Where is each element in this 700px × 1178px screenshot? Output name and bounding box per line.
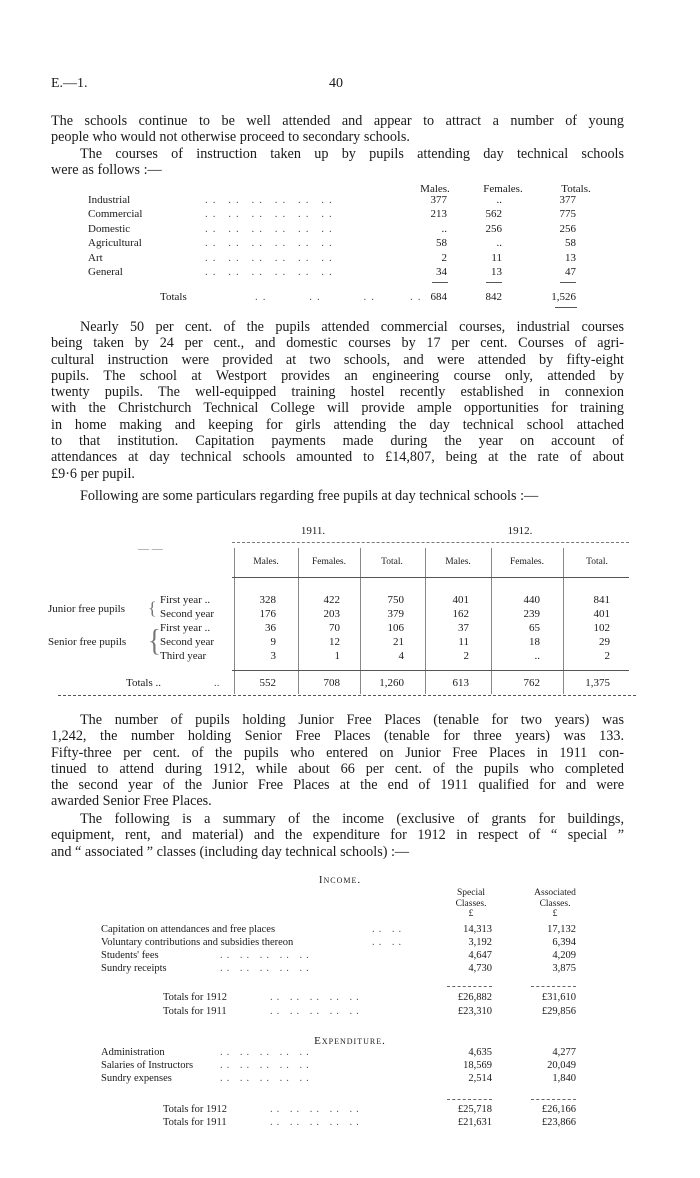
paragraph-5: The number of pupils holding Junior Free Places (tenable for two years) was 1,242, the number holding Senior Free Places (tenable for three years) was 133. Fifty-three per cent. of the pupils who entered on Junior Free Places in 1911 con- tinued to attend during 1912, while about 66 per cent. of the pupils who completed the second year of the Junior Free Places at the end of 1911 qualified for and were awarded Senior Free Places. bbox=[51, 712, 624, 810]
totals-value: 613 bbox=[452, 677, 469, 689]
finance-associated: 4,277 bbox=[552, 1047, 576, 1058]
cell-value: 102 bbox=[593, 622, 610, 634]
cell-value: 239 bbox=[523, 608, 540, 620]
leader-dots: .. .. .. .. .. .. bbox=[205, 194, 337, 206]
course-label: Commercial bbox=[88, 208, 143, 221]
cell-value: 3 bbox=[270, 650, 276, 662]
leader-dots: .. .. .. .. .. bbox=[270, 1104, 363, 1115]
cell-value: 37 bbox=[458, 622, 469, 634]
leader-dots: .. .. .. .. .. bbox=[220, 950, 313, 961]
course-females: .. bbox=[496, 194, 502, 206]
finance-row-label: Totals for 1911 bbox=[163, 1006, 227, 1017]
course-males: 2 bbox=[441, 251, 447, 264]
finance-special: 3,192 bbox=[468, 937, 492, 948]
cell-value: 162 bbox=[452, 608, 469, 620]
row-label: First year .. bbox=[160, 594, 211, 606]
paragraph-4: Following are some particulars regarding free pupils at day technical schools :— bbox=[80, 488, 539, 504]
cell-value: 203 bbox=[323, 608, 340, 620]
courses-totals-totals: 1,526 bbox=[551, 291, 576, 303]
totals-value: 1,260 bbox=[379, 677, 404, 689]
cell-value: 18 bbox=[529, 636, 540, 648]
course-label: Domestic bbox=[88, 222, 131, 235]
finance-special: £21,631 bbox=[457, 1117, 492, 1128]
finance-associated: 17,132 bbox=[547, 924, 576, 935]
course-totals: 13 bbox=[565, 251, 576, 264]
course-totals: 377 bbox=[559, 194, 576, 206]
finance-row-label: Students' fees bbox=[101, 950, 159, 961]
col-associated-classes: Associated Classes. £ bbox=[534, 888, 576, 919]
row-label: First year .. bbox=[160, 622, 211, 634]
cell-value: .. bbox=[534, 650, 540, 662]
finance-special: £26,882 bbox=[457, 992, 492, 1003]
finance-associated: 6,394 bbox=[552, 937, 576, 948]
cell-value: 401 bbox=[452, 594, 469, 606]
leader-dots: .. bbox=[214, 677, 220, 689]
course-label: Art bbox=[88, 251, 103, 264]
totals-label: Totals .. bbox=[126, 677, 161, 689]
page-number: 40 bbox=[329, 76, 343, 91]
paragraph-2: The courses of instruction taken up by pupils attending day technical schools were as follows :— bbox=[51, 146, 624, 179]
document-page: E.—1. 40 The schools continue to be well attended and appear to attract a number of young people who would not otherwise proceed to secondary schools. The courses of instruction taken up by pupils attending day technical schools were as follows :— Males. Females. Totals. Industrial .. .. .. .. .. .. 377 .. 377 Commercial .. .. .. .. .. .. 213 562 775 Domestic .. .. .. .. .. .. .. 256 256 Agricultural .. .. .. .. .. .. 58 .. 58 Art .. .. .. .. .. .. 2 11 13 General .. .. .. .. .. .. 34 13 47 Totals .. .. .. .. 684 842 1,526 Nearly 50 per cent. of the pupils attended commercial courses, industrial courses being taken by 24 per cent., and domestic courses by 17 per cent. Courses of agri- cultural instruction were provided at two schools, and were attended by fifty-eight pupils. The school at Westport provides an engineering course only, attended by twenty pupils. The well-equipped training hostel recently established in connexion with the Christchurch Technical College will provide ample opportunities for training in home making and keeping for girls attending the day technical school attached to that institution. Capitation payments made during the year on account of attendances at day technical schools amounted to £14,807, being at the rate of about £9·6 per pupil. Following are some particulars regarding free pupils at day technical schools :— 1911. 1912. — — Males. Females. Total. Males. Females. Total. Junior free pupils First year .. 328 422 750 401 440 841 Second year 176 203 379 162 239 401 Senior free pupils First year .. 36 70 106 37 65 102 Second year 9 12 21 11 18 29 Third year 3 1 4 2 .. 2 { { Totals .. .. 552 708 1,260 613 762 1,375 The number of pupils holding Junior Free Places (tenable for two years) was 1,242, the number holding Senior Free Places (tenable for three years) was 133. Fifty-three per cent. of the pupils who entered on Junior Free Places in 1911 con- tinued to attend during 1912, while about 66 per cent. of the pupils who completed the second year of the Junior Free Places at the end of 1911 qualified for and were awarded Senior Free Places. The following is a summary of the income (exclusive of grants for buildings, equipment, rent, and material) and the expenditure for 1912 in respect of “ special ” and “ associated ” classes (including day technical schools) :— Income. Special Classes. £ Associated Classes. £ Capitation on attendances and free places .. .. 14,313 17,132 Voluntary contributions and subsidies thereon .. .. 3,192 6,394 Students' fees .. .. .. .. .. 4,647 4,209 Sundry receipts .. .. .. .. .. 4,730 3,875 Totals for 1912 .. .. .. .. .. £26,882 £31,610 Totals for 1911 .. .. .. .. .. £23,310 £29,856 Administration .. .. .. .. .. 4,635 4,277 Salaries of Instructors .. .. .. .. .. 18,569 20,049 Sundry expenses .. .. .. .. .. 2,514 1,840 Totals for 1912 .. .. .. .. .. £25,718 £26,166 Totals for 1911 .. .. .. .. .. £21,631 £23,866 Expenditure. bbox=[0, 0, 700, 1178]
leader-dots: .. .. bbox=[372, 924, 406, 935]
cell-value: 12 bbox=[329, 636, 340, 648]
cell-value: 401 bbox=[593, 608, 610, 620]
col-header-females: Females. bbox=[483, 183, 523, 195]
cell-value: 2 bbox=[604, 650, 610, 662]
course-totals: 775 bbox=[559, 208, 576, 221]
totals-value: 762 bbox=[523, 677, 540, 689]
finance-special: 18,569 bbox=[463, 1060, 492, 1071]
finance-row-label: Administration bbox=[101, 1047, 165, 1058]
leader-dots: .. .. .. .. .. bbox=[270, 1117, 363, 1128]
courses-totals-label: Totals bbox=[160, 291, 187, 303]
finance-row-label: Sundry expenses bbox=[101, 1073, 172, 1084]
paragraph-3: Nearly 50 per cent. of the pupils attended commercial courses, industrial courses being taken by 24 per cent., and domestic courses by 17 per cent. Courses of agri- cultural instruction were provided at two schools, and were attended by fifty-eight pupils. The school at Westport provides an engineering course only, attended by twenty pupils. The well-equipped training hostel recently established in connexion with the Christchurch Technical College will provide ample opportunities for training in home making and keeping for girls attending the day technical school attached to that institution. Capitation payments made during the year on account of attendances at day technical schools amounted to £14,807, being at the rate of about £9·6 per pupil. bbox=[51, 319, 624, 482]
col-header: Males. bbox=[445, 557, 471, 567]
cell-value: 9 bbox=[270, 636, 276, 648]
cell-value: 176 bbox=[259, 608, 276, 620]
leader-dots: .. .. .. .. .. bbox=[220, 963, 313, 974]
leader-dots: .. .. .. .. .. .. bbox=[205, 266, 337, 278]
cell-value: 422 bbox=[323, 594, 340, 606]
finance-row-label: Totals for 1912 bbox=[163, 992, 228, 1003]
courses-totals-females: 842 bbox=[485, 291, 502, 303]
cell-value: 11 bbox=[458, 636, 469, 648]
totals-value: 708 bbox=[323, 677, 340, 689]
row-label: Third year bbox=[160, 650, 207, 662]
leader-dots: .. .. .. .. .. .. bbox=[205, 208, 337, 221]
year-1911: 1911. bbox=[300, 525, 326, 537]
finance-special: 4,647 bbox=[468, 950, 492, 961]
course-label: Industrial bbox=[88, 194, 131, 206]
cell-value: 2 bbox=[463, 650, 469, 662]
finance-associated: 4,209 bbox=[552, 950, 576, 961]
finance-row-label: Voluntary contributions and subsidies thereon bbox=[101, 937, 294, 948]
finance-row-label: Totals for 1911 bbox=[163, 1117, 227, 1128]
cell-value: 328 bbox=[259, 594, 276, 606]
course-totals: 47 bbox=[565, 266, 576, 278]
expenditure-title: Expenditure. bbox=[314, 1035, 386, 1047]
cell-value: 21 bbox=[393, 636, 404, 648]
cell-value: 1 bbox=[334, 650, 340, 662]
finance-associated: 1,840 bbox=[552, 1073, 576, 1084]
leader-dots: .. .. .. .. .. bbox=[270, 1006, 363, 1017]
col-header: Males. bbox=[253, 557, 279, 567]
row-label: Second year bbox=[160, 608, 215, 620]
finance-associated: £26,166 bbox=[541, 1104, 576, 1115]
course-females: 11 bbox=[491, 251, 502, 264]
course-label: General bbox=[88, 266, 123, 278]
row-label: Second year bbox=[160, 636, 215, 648]
paragraph-1: The schools continue to be well attended and appear to attract a number of young people who would not otherwise proceed to secondary schools. bbox=[51, 113, 624, 146]
course-males: 213 bbox=[430, 208, 447, 221]
finance-row-label: Totals for 1912 bbox=[163, 1104, 228, 1115]
finance-special: 14,313 bbox=[463, 924, 492, 935]
course-females: 13 bbox=[491, 266, 502, 278]
course-label: Agricultural bbox=[88, 237, 142, 250]
course-females: 562 bbox=[485, 208, 502, 221]
finance-associated: 3,875 bbox=[552, 963, 576, 974]
col-header: Females. bbox=[311, 557, 347, 567]
totals-value: 1,375 bbox=[585, 677, 610, 689]
leader-dots: .. .. .. .. .. bbox=[220, 1047, 313, 1058]
course-females: .. bbox=[496, 237, 502, 250]
col-header: Females. bbox=[509, 557, 545, 567]
finance-row-label: Sundry receipts bbox=[101, 963, 167, 974]
finance-special: £25,718 bbox=[457, 1104, 492, 1115]
totals-value: 552 bbox=[259, 677, 276, 689]
cell-value: 70 bbox=[329, 622, 340, 634]
cell-value: 440 bbox=[523, 594, 540, 606]
leader-dots: .. .. .. .. .. bbox=[220, 1060, 313, 1071]
finance-associated: £31,610 bbox=[541, 992, 576, 1003]
finance-special: 2,514 bbox=[468, 1073, 492, 1084]
course-males: 377 bbox=[430, 194, 447, 206]
paragraph-6: The following is a summary of the income (exclusive of grants for buildings, equipment, rent, and material) and the expenditure for 1912 in respect of “ special ” and “ associated ” classes (including day technical schools) :— bbox=[51, 811, 624, 860]
cell-value: 65 bbox=[529, 622, 540, 634]
income-title: Income. bbox=[318, 874, 362, 886]
finance-special: 4,635 bbox=[468, 1047, 492, 1058]
finance-special: £23,310 bbox=[457, 1006, 492, 1017]
course-males: .. bbox=[441, 222, 447, 235]
group-label: Junior free pupils bbox=[48, 603, 125, 615]
group-label: Senior free pupils bbox=[48, 636, 127, 648]
course-males: 34 bbox=[436, 266, 447, 278]
col-special-classes: Special Classes. £ bbox=[455, 888, 487, 919]
finance-associated: £23,866 bbox=[541, 1117, 576, 1128]
cell-value: 29 bbox=[599, 636, 610, 648]
cell-value: 379 bbox=[387, 608, 404, 620]
cell-value: 750 bbox=[387, 594, 404, 606]
course-males: 58 bbox=[436, 237, 447, 250]
finance-associated: £29,856 bbox=[541, 1006, 576, 1017]
cell-value: 4 bbox=[398, 650, 404, 662]
leader-dots: .. .. bbox=[372, 937, 406, 948]
leader-dots: .. .. .. .. .. .. bbox=[205, 251, 337, 264]
course-females: 256 bbox=[485, 222, 502, 235]
year-1912: 1912. bbox=[507, 525, 533, 537]
report-code: E.—1. bbox=[51, 76, 88, 91]
col-header-totals: Totals. bbox=[561, 183, 591, 195]
finance-associated: 20,049 bbox=[547, 1060, 576, 1071]
leader-dots: .. .. .. .. .. bbox=[220, 1073, 313, 1084]
finance-row-label: Salaries of Instructors bbox=[101, 1060, 194, 1071]
finance-row-label: Capitation on attendances and free places bbox=[101, 924, 276, 935]
courses-totals-males: 684 bbox=[430, 291, 447, 303]
leader-dots: .. .. .. .. .. bbox=[270, 992, 363, 1003]
table-corner: — — bbox=[138, 543, 163, 555]
cell-value: 841 bbox=[593, 594, 610, 606]
cell-value: 36 bbox=[265, 622, 276, 634]
leader-dots: .. .. .. .. .. .. bbox=[205, 237, 337, 250]
cell-value: 106 bbox=[387, 622, 404, 634]
col-header: Total. bbox=[586, 557, 608, 567]
course-totals: 58 bbox=[565, 237, 576, 250]
leader-dots: .. .. .. .. .. .. bbox=[205, 222, 337, 235]
finance-special: 4,730 bbox=[468, 963, 492, 974]
course-totals: 256 bbox=[559, 222, 576, 235]
col-header: Total. bbox=[381, 557, 403, 567]
col-header-males: Males. bbox=[420, 183, 450, 195]
